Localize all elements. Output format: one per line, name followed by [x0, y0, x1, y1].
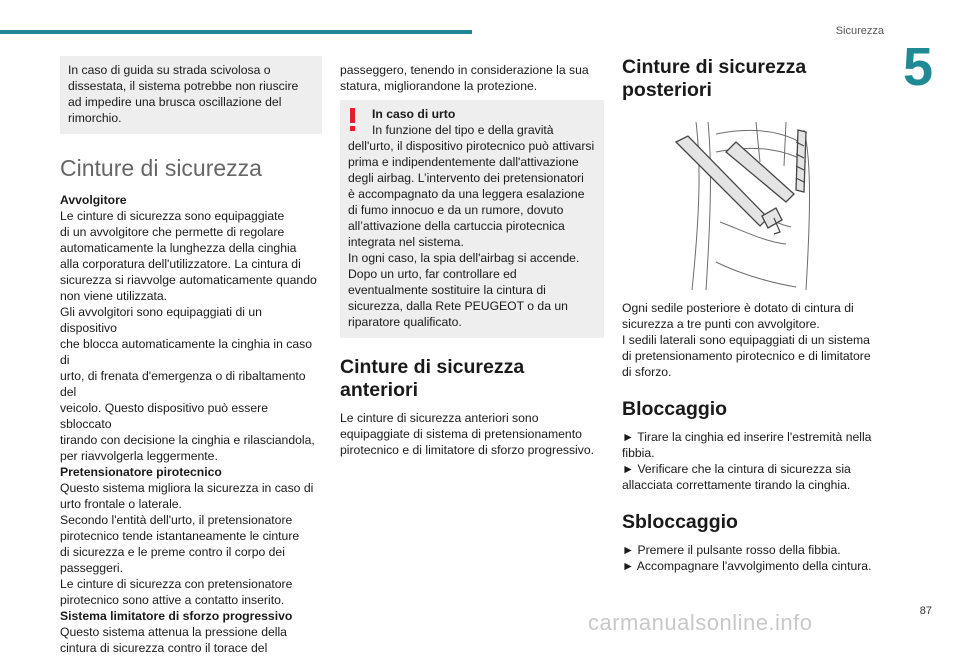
text-line: sicurezza, dalla Rete PEUGEOT o da un — [348, 299, 568, 313]
text-line: Le cinture di sicurezza anteriori sono — [340, 411, 539, 425]
warning-intro — [348, 122, 596, 138]
text-line: Secondo l'entità dell'urto, il pretensionatore — [60, 513, 293, 527]
text-line: pirotecnico tende istantaneamente le cinture — [60, 529, 300, 543]
section-heading: Cinture di sicurezza — [60, 155, 262, 181]
text-line: dissestata, il sistema potrebbe non riuscire — [68, 79, 299, 93]
text-line: degli airbag. L’intervento dei pretensionatori — [348, 171, 584, 185]
steps-locking — [622, 429, 882, 493]
text-line: ► Accompagnare l'avvolgimento della cintura. — [622, 559, 872, 573]
steps-unlocking — [622, 542, 882, 574]
paragraph-force-limiter — [60, 624, 322, 656]
text-line: In funzione del tipo e della gravità — [372, 123, 554, 137]
text-line: urto frontale o laterale. — [60, 497, 182, 511]
text-line: Questo sistema attenua la pressione della — [60, 625, 287, 639]
text-line: urto, di frenata d'emergenza o di ribaltamento del — [60, 369, 306, 399]
text-line: passeggeri. — [60, 561, 124, 575]
text-line: ► Tirare la cinghia ed inserire l'estremità nella — [622, 430, 872, 444]
header-accent-bar — [0, 30, 472, 34]
column-right — [622, 56, 882, 574]
text-line: pirotecnico e di limitatore di sforzo progressivo. — [340, 443, 595, 457]
subheading-pretensioner: Pretensionatore pirotecnico — [60, 465, 222, 479]
text-line: sicurezza si riavvolge automaticamente quando — [60, 273, 317, 287]
text-line: all’attivazione della cartuccia pirotecnica — [348, 219, 565, 233]
paragraph-pretensioner — [60, 480, 322, 608]
text-line: riparatore qualificato. — [348, 315, 462, 329]
heading-front-belts — [340, 356, 604, 402]
text-line: di pretensionamento pirotecnico e di limitatore — [622, 349, 871, 363]
text-line: Questo sistema migliora la sicurezza in caso di — [60, 481, 314, 495]
text-line: In caso di guida su strada scivolosa o — [68, 63, 271, 77]
text-line: Le cinture di sicurezza con pretensionatore — [60, 577, 293, 591]
text-line: ► Verificare che la cintura di sicurezza sia — [622, 462, 851, 476]
column-middle — [340, 62, 604, 458]
paragraph-retractor — [60, 208, 322, 464]
text-line: di sforzo. — [622, 365, 672, 379]
text-line: ad impedire una brusca oscillazione del — [68, 95, 282, 109]
text-line: alla corporatura dell'utilizzatore. La cintura di — [60, 257, 301, 271]
heading-locking: Bloccaggio — [622, 398, 728, 420]
text-line: fibbia. — [622, 446, 655, 460]
text-line: statura, migliorandone la protezione. — [340, 79, 538, 93]
text-line: Cinture di sicurezza — [622, 56, 807, 78]
text-line: In ogni caso, la spia dell'airbag si accende. — [348, 251, 580, 265]
rear-seatbelt-illustration — [656, 122, 816, 290]
text-line: cintura di sicurezza contro il torace del — [60, 641, 268, 655]
text-line: integrata nel sistema. — [348, 235, 464, 249]
text-line: Gli avvolgitori sono equipaggiati di un dispositivo — [60, 305, 262, 335]
text-line: equipaggiate di sistema di pretensionamento — [340, 427, 582, 441]
text-line: Dopo un urto, far controllare ed — [348, 267, 517, 281]
text-line: dell'urto, il dispositivo pirotecnico può attivarsi — [348, 139, 595, 153]
text-line: anteriori — [340, 379, 419, 401]
note-text — [68, 62, 314, 126]
paragraph-front-belts — [340, 410, 604, 458]
text-line: pirotecnico sono attive a contatto inserito. — [60, 593, 285, 607]
text-line: allacciata correttamente tirando la cinghia. — [622, 478, 851, 492]
warning-text — [348, 138, 596, 330]
text-line: non viene utilizzata. — [60, 289, 168, 303]
heading-rear-belts — [622, 56, 882, 102]
text-line: prima e indipendentemente dall'attivazione — [348, 155, 579, 169]
note-box — [60, 56, 322, 134]
text-line: di sicurezza e le preme contro il corpo dei — [60, 545, 285, 559]
text-line: ► Premere il pulsante rosso della fibbia. — [622, 543, 841, 557]
heading-unlocking: Sbloccaggio — [622, 511, 738, 533]
text-line: di un avvolgitore che permette di regolare — [60, 225, 285, 239]
section-title: Sicurezza — [835, 25, 884, 37]
text-line: di fumo innocuo e da un rumore, dovuto — [348, 203, 564, 217]
text-line: è accompagnato da una leggera esalazione — [348, 187, 585, 201]
paragraph-rear-belts — [622, 300, 882, 380]
text-line: automaticamente la lunghezza della cinghia — [60, 241, 297, 255]
text-line: I sedili laterali sono equipaggiati di un sistema — [622, 333, 870, 347]
text-line: Ogni sedile posteriore è dotato di cintura di — [622, 301, 854, 315]
warning-icon — [350, 108, 356, 130]
text-line: che blocca automaticamente la cinghia in caso di — [60, 337, 313, 367]
text-line: Cinture di sicurezza — [340, 356, 525, 378]
warning-title: In caso di urto — [372, 107, 456, 121]
warning-box — [340, 100, 604, 338]
text-line: Le cinture di sicurezza sono equipaggiate — [60, 209, 285, 223]
text-line: rimorchio. — [68, 111, 122, 125]
text-line: posteriori — [622, 79, 712, 101]
watermark: carmanualsonline.info — [588, 610, 813, 635]
chapter-number: 5 — [903, 37, 934, 97]
paragraph-continued — [340, 62, 604, 94]
text-line: per riavvolgerla leggermente. — [60, 449, 218, 463]
text-line: veicolo. Questo dispositivo può essere sbloccato — [60, 401, 268, 431]
text-line: eventualmente sostituire la cintura di — [348, 283, 546, 297]
text-line: passeggero, tenendo in considerazione la sua — [340, 63, 589, 77]
text-line: tirando con decisione la cinghia e rilasciandola, — [60, 433, 315, 447]
subheading-retractor: Avvolgitore — [60, 193, 127, 207]
text-line: sicurezza a tre punti con avvolgitore. — [622, 317, 820, 331]
column-left — [60, 56, 322, 656]
page-number: 87 — [919, 605, 932, 617]
subheading-force-limiter: Sistema limitatore di sforzo progressivo — [60, 609, 293, 623]
